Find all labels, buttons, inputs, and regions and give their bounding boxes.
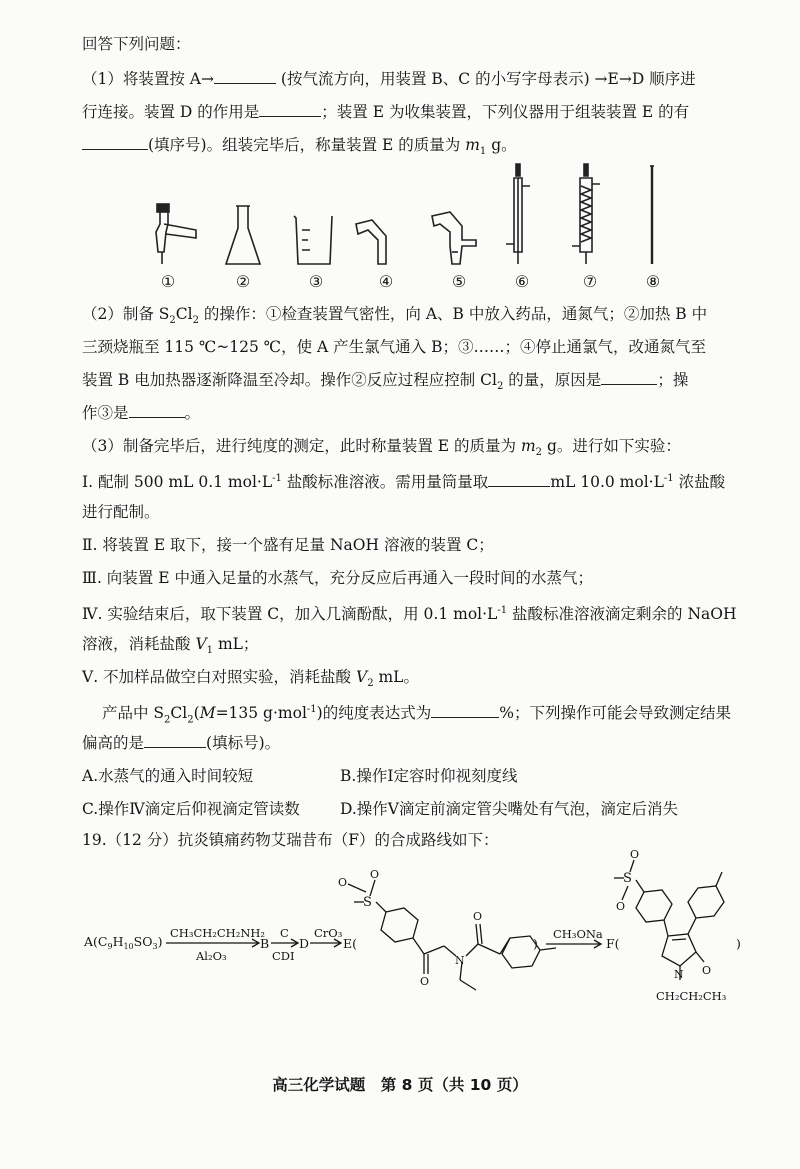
q3-text: 溶液，消耗盐酸: [82, 635, 196, 653]
step-4-cont: [82, 633, 258, 662]
q3-text: （3）制备完毕后，进行纯度的测定，此时称量装置 E 的质量为: [82, 437, 521, 455]
atom-s: S: [623, 871, 632, 886]
q3-text: mL 10.0 mol·L: [550, 473, 664, 492]
apparatus-label: ⑥: [514, 272, 530, 291]
apparatus-label: ①: [160, 272, 176, 291]
apparatus-label: ②: [235, 272, 251, 291]
q3-text: g。进行如下实验：: [542, 437, 681, 455]
q3-text: Ⅴ. 不加样品做空白对照实验，消耗盐酸: [82, 668, 356, 686]
mass-variable: m: [465, 136, 480, 154]
q3-line1: [82, 435, 681, 464]
q2-line2: 三颈烧瓶至 115 ℃~125 ℃，使 A 产生氯气通入 B；③……；④停止通氯气，改通氮气至: [82, 338, 706, 356]
q1-text: 行连接。装置 D 的作用是: [82, 103, 260, 121]
molar-mass-variable: M: [199, 704, 216, 723]
option-d[interactable]: D.操作Ⅴ滴定前滴定管尖嘴处有气泡，滴定后消失: [340, 800, 678, 818]
superscript: -1: [306, 704, 317, 715]
funnel-stopcock-icon: [156, 204, 196, 264]
q2-text: 。: [184, 404, 201, 422]
superscript: -1: [497, 605, 508, 616]
subscript: 2: [164, 714, 171, 726]
q3-text: 偏高的是: [82, 734, 145, 752]
reagent-sodium-methoxide: CH₃ONa: [553, 927, 603, 941]
subscript: 2: [192, 315, 199, 327]
atom-s: S: [363, 895, 372, 910]
q3-text: Cl: [170, 704, 188, 723]
subscript: 2: [169, 315, 176, 327]
answer-blank[interactable]: [82, 134, 148, 150]
glass-tube-icon: [650, 166, 654, 264]
q3-text: Ⅳ. 实验结束后，取下装置 C，加入几滴酚酞，用 0.1 mol·L: [82, 605, 498, 624]
reagent-alumina: Al₂O₃: [196, 949, 227, 963]
subscript: 2: [535, 447, 543, 459]
q1-line2: [82, 101, 689, 123]
purity-question-cont: [82, 732, 280, 754]
straight-condenser-icon: [506, 164, 530, 264]
options-row-1: [82, 765, 517, 787]
q3-text: (: [193, 704, 200, 723]
subscript: 2: [367, 678, 374, 690]
compound-f-label: F(: [606, 936, 620, 951]
bent-adapter-icon: [356, 220, 386, 264]
option-b[interactable]: B.操作Ⅰ定容时仰视刻度线: [340, 767, 518, 785]
reagent-c: C: [280, 926, 289, 940]
atom-n: N: [455, 954, 465, 967]
reagent-cro3: CrO₃: [314, 926, 343, 940]
q2-line1: [82, 303, 707, 332]
atom-o: O: [630, 848, 640, 861]
answer-blank[interactable]: [488, 471, 550, 487]
atom-o: O: [473, 910, 483, 923]
q3-text: %；下列操作可能会导致测定结果: [499, 704, 731, 723]
compound-e-structure: [348, 880, 556, 990]
q3-text: (填标号)。: [206, 734, 281, 752]
subscript: 2: [497, 381, 504, 393]
step-3: Ⅲ. 向装置 E 中通入足量的水蒸气，充分反应后再通入一段时间的水蒸气；: [82, 569, 593, 587]
q19-title: 19.（12 分）抗炎镇痛药物艾瑞昔布（F）的合成路线如下：: [82, 831, 499, 849]
q3-text: 盐酸标准溶液滴定剩余的 NaOH: [507, 605, 737, 624]
q2-text: 装置 B 电加热器逐渐降温至冷却。操作②反应过程应控制 Cl: [82, 371, 497, 389]
apparatus-label: ⑦: [582, 272, 598, 291]
subscript: 1: [206, 645, 214, 657]
apparatus-label: ⑧: [645, 272, 661, 291]
q2-text: Cl: [175, 305, 193, 323]
step-2: Ⅱ. 将装置 E 取下，接一个盛有足量 NaOH 溶液的装置 C；: [82, 536, 494, 554]
answer-blank[interactable]: [144, 732, 206, 748]
option-a[interactable]: A.水蒸气的通入时间较短: [82, 767, 254, 785]
propyl-substituent: CH₂CH₂CH₃: [656, 989, 727, 1003]
volume-variable: V: [355, 668, 368, 686]
reagent-propylamine: CH₃CH₂CH₂NH₂: [170, 926, 266, 940]
superscript: -1: [272, 473, 282, 484]
apparatus-label: ③: [308, 272, 324, 291]
compound-f-close: ): [736, 936, 741, 951]
intro-text: 回答下列问题：: [82, 35, 191, 53]
q1-line3: [82, 134, 517, 163]
q2-text: （2）制备 S: [82, 305, 170, 323]
step-5: [82, 666, 419, 695]
option-c[interactable]: C.操作Ⅳ滴定后仰视滴定管读数: [82, 800, 300, 818]
q3-text: Ⅰ. 配制 500 mL 0.1 mol·L: [82, 473, 273, 492]
q3-text: )的纯度表达式为: [316, 704, 432, 723]
apparatus-label: ⑤: [451, 272, 467, 291]
atom-n: N: [674, 968, 684, 981]
q1-text: (填序号)。组装完毕后，称量装置 E 的质量为: [148, 136, 466, 154]
q1-text: (按气流方向，用装置 B、C 的小写字母表示) →E→D 顺序进: [275, 70, 696, 88]
q1-text: ；装置 E 为收集装置，下列仪器用于组装装置 E 的有: [321, 103, 690, 121]
compound-d: D: [299, 936, 310, 951]
q2-line3: [82, 369, 688, 398]
coil-condenser-icon: [572, 164, 600, 264]
q3-text: 产品中 S: [102, 704, 165, 723]
answer-blank[interactable]: [431, 702, 499, 718]
options-row-2: [82, 798, 678, 820]
subscript: 1: [479, 146, 487, 158]
answer-blank[interactable]: [129, 402, 185, 418]
q1-text: g。: [486, 136, 517, 154]
atom-o: O: [370, 868, 380, 881]
compound-a-formula: $A(C_9H_{10}SO_3)$: [84, 934, 163, 951]
compound-b: B: [260, 936, 270, 951]
q2-text: 作③是: [82, 404, 129, 422]
apparatus-label: ④: [378, 272, 394, 291]
q3-text: mL；: [213, 635, 259, 653]
atom-o: O: [702, 964, 712, 977]
step-4: [82, 600, 736, 625]
apparatus-figure: [0, 160, 800, 272]
q3-text: 盐酸标准溶液。需用量筒量取: [281, 473, 489, 492]
atom-o: O: [616, 900, 626, 913]
volume-variable: V: [195, 635, 207, 653]
mass-variable: m: [520, 437, 536, 455]
step-1-cont: 进行配制。: [82, 503, 160, 521]
step-1: [82, 468, 725, 493]
superscript: -1: [663, 473, 674, 484]
compound-e-close: ): [533, 936, 538, 951]
subscript: 2: [187, 714, 194, 726]
beaker-icon: [294, 216, 332, 264]
synthesis-scheme: [0, 848, 800, 1042]
q3-text: =135 g·mol: [215, 704, 307, 723]
page-footer: 高三化学试题 第 8 页（共 10 页）: [272, 1076, 528, 1094]
answer-blank[interactable]: [259, 101, 321, 117]
answer-blank[interactable]: [214, 68, 276, 84]
compound-e-label: E(: [343, 936, 358, 951]
q1-line1: [82, 68, 696, 90]
q1-text: （1）将装置按 A→: [82, 70, 214, 88]
atom-o: O: [338, 876, 348, 889]
atom-o: O: [420, 975, 430, 988]
q2-text: ；操: [657, 371, 689, 389]
purity-question: [102, 699, 731, 731]
q2-text: 的量，原因是: [503, 371, 602, 389]
q3-text: mL。: [373, 668, 419, 686]
q3-text: 浓盐酸: [673, 473, 726, 492]
conical-flask-icon: [226, 206, 260, 264]
distillation-adapter-icon: [432, 212, 476, 264]
answer-blank[interactable]: [601, 369, 657, 385]
reagent-cdi: CDI: [272, 949, 295, 963]
q2-text: 的操作：①检查装置气密性，向 A、B 中放入药品，通氮气；②加热 B 中: [199, 305, 708, 323]
q2-line4: [82, 402, 200, 424]
